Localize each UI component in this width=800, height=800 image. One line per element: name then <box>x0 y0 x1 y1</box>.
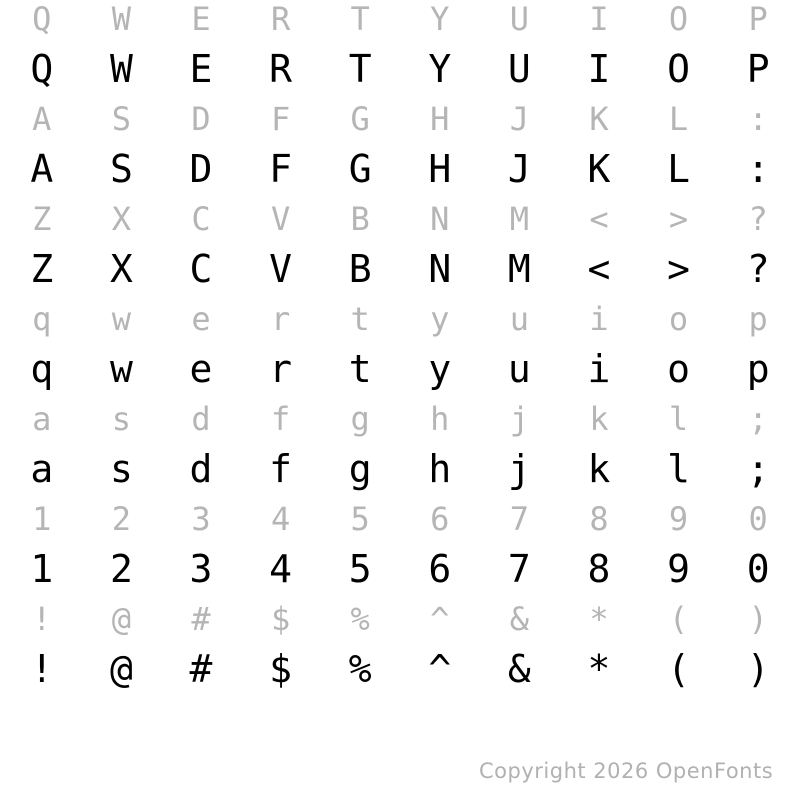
specimen-row-ghost-qwerty <box>2 0 798 44</box>
glyph-cell: 6 <box>428 547 452 591</box>
glyph-cell: D <box>189 147 213 191</box>
glyph-cell: C <box>191 200 211 238</box>
glyph-cell: % <box>348 647 372 691</box>
glyph-cell: i <box>589 300 609 338</box>
specimen-row-ghost-digits <box>2 494 798 544</box>
glyph-cell: # <box>191 600 211 638</box>
glyph-cell: k <box>589 400 609 438</box>
glyph-cell: $ <box>269 647 293 691</box>
glyph-cell: L <box>667 147 690 191</box>
glyph-cell: d <box>189 447 213 491</box>
glyph-cell: e <box>191 300 211 338</box>
glyph-cell: w <box>111 300 132 338</box>
glyph-cell: s <box>109 447 133 491</box>
glyph-cell: j <box>507 447 531 491</box>
glyph-cell: B <box>348 247 372 291</box>
glyph-cell: t <box>348 347 372 391</box>
glyph-cell: : <box>748 100 768 138</box>
glyph-cell: g <box>348 447 372 491</box>
specimen-row-ink-asdf <box>2 144 798 194</box>
glyph-cell: X <box>111 200 132 238</box>
glyph-cell: j <box>509 400 529 438</box>
glyph-cell: 2 <box>111 500 132 538</box>
glyph-cell: 6 <box>430 500 450 538</box>
specimen-row-ghost-asdf <box>2 94 798 144</box>
glyph-cell: 2 <box>109 547 133 591</box>
glyph-cell: P <box>748 0 768 38</box>
glyph-cell: W <box>109 47 133 91</box>
glyph-cell: 4 <box>270 500 291 538</box>
glyph-cell: N <box>428 247 452 291</box>
glyph-cell: u <box>507 347 531 391</box>
glyph-cell: M <box>509 200 529 238</box>
glyph-cell: K <box>589 100 609 138</box>
glyph-cell: ; <box>748 400 768 438</box>
glyph-cell: A <box>30 147 54 191</box>
glyph-cell: Y <box>428 47 452 91</box>
glyph-cell: L <box>668 100 689 138</box>
glyph-cell: Y <box>430 0 450 38</box>
glyph-cell: y <box>428 347 452 391</box>
glyph-cell: * <box>587 647 611 691</box>
glyph-cell: U <box>507 47 531 91</box>
glyph-cell: > <box>667 247 690 291</box>
glyph-cell: W <box>111 0 132 38</box>
glyph-cell: T <box>348 47 372 91</box>
specimen-row-ink-asdf-lower <box>2 444 798 494</box>
glyph-cell: g <box>350 400 370 438</box>
glyph-cell: < <box>589 200 609 238</box>
glyph-cell: 0 <box>746 547 770 591</box>
specimen-row-ghost-qwerty-lower <box>2 294 798 344</box>
glyph-cell: D <box>191 100 211 138</box>
glyph-cell: 4 <box>269 547 293 591</box>
glyph-cell: 9 <box>668 500 689 538</box>
glyph-cell: ! <box>32 600 52 638</box>
glyph-cell: ? <box>746 247 770 291</box>
glyph-cell: V <box>270 200 291 238</box>
glyph-cell: # <box>189 647 213 691</box>
glyph-cell: 0 <box>748 500 768 538</box>
glyph-cell: J <box>507 147 531 191</box>
glyph-cell: & <box>507 647 531 691</box>
glyph-cell: k <box>587 447 611 491</box>
glyph-cell: R <box>269 47 293 91</box>
glyph-cell: E <box>191 0 211 38</box>
glyph-cell: F <box>269 147 293 191</box>
glyph-cell: I <box>589 0 609 38</box>
glyph-cell: B <box>350 200 370 238</box>
glyph-cell: ; <box>746 447 770 491</box>
glyph-cell: 8 <box>589 500 609 538</box>
glyph-cell: w <box>109 347 133 391</box>
glyph-cell: q <box>32 300 52 338</box>
glyph-cell: 5 <box>350 500 370 538</box>
glyph-cell: r <box>270 300 291 338</box>
glyph-cell: @ <box>109 647 133 691</box>
glyph-cell: & <box>509 600 529 638</box>
glyph-cell: f <box>269 447 293 491</box>
glyph-cell: h <box>428 447 452 491</box>
glyph-cell: 7 <box>507 547 531 591</box>
glyph-cell: Z <box>32 200 52 238</box>
glyph-cell: ^ <box>428 647 452 691</box>
glyph-cell: 3 <box>191 500 211 538</box>
glyph-cell: @ <box>111 600 132 638</box>
glyph-cell: % <box>350 600 370 638</box>
glyph-cell: M <box>507 247 531 291</box>
glyph-cell: G <box>348 147 372 191</box>
glyph-cell: J <box>509 100 529 138</box>
glyph-cell: ( <box>667 647 690 691</box>
glyph-cell: $ <box>270 600 291 638</box>
glyph-cell: 1 <box>32 500 52 538</box>
glyph-cell: O <box>667 47 690 91</box>
glyph-cell: C <box>189 247 213 291</box>
specimen-row-ghost-symbols <box>2 594 798 644</box>
glyph-cell: p <box>748 300 768 338</box>
glyph-cell: l <box>668 400 689 438</box>
glyph-cell: N <box>430 200 450 238</box>
specimen-row-ink-qwerty <box>2 44 798 94</box>
glyph-cell: F <box>270 100 291 138</box>
glyph-cell: i <box>587 347 611 391</box>
glyph-cell: e <box>189 347 213 391</box>
glyph-cell: E <box>189 47 213 91</box>
glyph-cell: * <box>589 600 609 638</box>
glyph-cell: H <box>428 147 452 191</box>
glyph-cell: ( <box>668 600 689 638</box>
glyph-cell: f <box>270 400 291 438</box>
glyph-cell: S <box>109 147 133 191</box>
specimen-row-ink-zxcv <box>2 244 798 294</box>
specimen-row-ink-qwerty-lower <box>2 344 798 394</box>
glyph-cell: s <box>111 400 132 438</box>
glyph-cell: A <box>32 100 52 138</box>
glyph-cell: : <box>746 147 770 191</box>
glyph-cell: o <box>667 347 690 391</box>
glyph-cell: G <box>350 100 370 138</box>
glyph-cell: X <box>109 247 133 291</box>
glyph-cell: r <box>269 347 293 391</box>
specimen-row-ink-digits <box>2 544 798 594</box>
glyph-cell: y <box>430 300 450 338</box>
glyph-cell: V <box>269 247 293 291</box>
glyph-cell: ) <box>746 647 770 691</box>
glyph-cell: Q <box>32 0 52 38</box>
specimen-row-ghost-zxcv <box>2 194 798 244</box>
glyph-cell: a <box>30 447 54 491</box>
glyph-cell: 7 <box>509 500 529 538</box>
specimen-row-ghost-asdf-lower <box>2 394 798 444</box>
specimen-row-ink-symbols <box>2 644 798 694</box>
glyph-cell: ? <box>748 200 768 238</box>
glyph-cell: 3 <box>189 547 213 591</box>
glyph-cell: 9 <box>667 547 690 591</box>
glyph-cell: P <box>746 47 770 91</box>
glyph-cell: ^ <box>430 600 450 638</box>
glyph-cell: ! <box>30 647 54 691</box>
glyph-cell: > <box>668 200 689 238</box>
glyph-cell: Q <box>30 47 54 91</box>
glyph-cell: K <box>587 147 611 191</box>
glyph-cell: 5 <box>348 547 372 591</box>
glyph-cell: t <box>350 300 370 338</box>
glyph-cell: l <box>667 447 690 491</box>
glyph-cell: d <box>191 400 211 438</box>
glyph-cell: R <box>270 0 291 38</box>
glyph-cell: h <box>430 400 450 438</box>
glyph-cell: a <box>32 400 52 438</box>
glyph-cell: O <box>668 0 689 38</box>
glyph-cell: ) <box>748 600 768 638</box>
glyph-cell: o <box>668 300 689 338</box>
glyph-cell: S <box>111 100 132 138</box>
glyph-cell: p <box>746 347 770 391</box>
glyph-cell: U <box>509 0 529 38</box>
glyph-cell: Z <box>30 247 54 291</box>
glyph-cell: T <box>350 0 370 38</box>
glyph-cell: 1 <box>30 547 54 591</box>
copyright-text: Copyright 2026 OpenFonts <box>479 759 774 783</box>
glyph-cell: H <box>430 100 450 138</box>
glyph-cell: < <box>587 247 611 291</box>
glyph-cell: I <box>587 47 611 91</box>
glyph-cell: u <box>509 300 529 338</box>
glyph-cell: 8 <box>587 547 611 591</box>
glyph-cell: q <box>30 347 54 391</box>
